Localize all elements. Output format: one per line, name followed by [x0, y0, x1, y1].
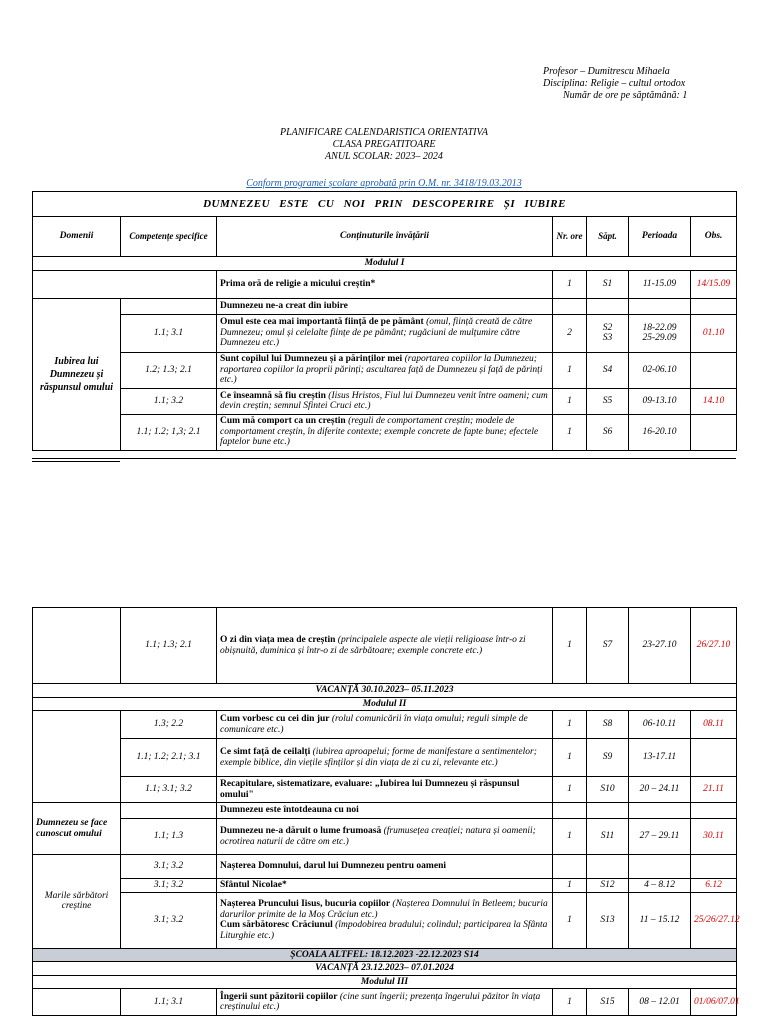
row-italic: (raportarea copiilor la Dumnezeu; raportarea copiilor la proprii părinți; ascultarea față de Dumnezeu și față de părinți etc.): [220, 354, 543, 386]
unit-banner: DUMNEZEU ESTE CU NOI PRIN DESCOPERIRE ȘI IUBIRE: [33, 192, 737, 217]
table-row: [33, 388, 737, 414]
row-bold: O zi din viața mea de creștin: [220, 635, 336, 645]
row-content: [217, 777, 553, 803]
row-period: 11-15.09: [629, 270, 691, 298]
row-obs: 21.11: [691, 777, 737, 803]
row-period: 08 – 12.01: [629, 989, 691, 1016]
row-comp: 1.1; 1.3: [121, 819, 217, 855]
row-comp: 1.2; 1.3; 2.1: [121, 352, 217, 388]
table-row: [33, 989, 737, 1016]
row-content: [217, 314, 553, 352]
row-bold: Cum mă comport ca un creștin: [220, 416, 346, 427]
row-italic: (iubirea aproapelui; forme de manifestare a sentimentelor; exemple biblice, din viețile sfinților și din viața de zi cu zi, relevante etc.): [220, 747, 537, 768]
row-week: S11: [587, 819, 629, 855]
row-bold: Ce înseamnă să fiu creștin: [220, 390, 326, 401]
planning-table-page-1: [32, 191, 737, 451]
table-row: [33, 711, 737, 739]
row-comp: 3.1; 3.2: [121, 879, 217, 893]
row-hours: 1: [553, 711, 587, 739]
row-hours: 1: [553, 989, 587, 1016]
row-comp: 3.1; 3.2: [121, 855, 217, 879]
row-bold: Cum vorbesc cu cei din jur: [220, 714, 330, 724]
row-hours: 1: [553, 879, 587, 893]
row-obs: 6.12: [691, 879, 737, 893]
row-hours: 1: [553, 739, 587, 777]
row-italic: (Iisus Hristos, Fiul lui Dumnezeu venit între oameni; cum devin creștin; semnul Sfintei Cruci etc.): [220, 390, 548, 411]
col-perioada: Perioada: [629, 217, 691, 257]
row-week: S2 S3: [587, 314, 629, 352]
table-row: [33, 314, 737, 352]
row-period: 02-06.10: [629, 352, 691, 388]
row-comp: 3.1; 3.2: [121, 892, 217, 948]
row-comp: 1.1; 3.1; 3.2: [121, 777, 217, 803]
row-week: S6: [587, 414, 629, 450]
col-domenii: Domenii: [33, 217, 121, 257]
col-continuturi: Conținuturile învățării: [217, 217, 553, 257]
row-hours: 1: [553, 819, 587, 855]
domain-label: Marile sărbători creștine: [33, 855, 121, 949]
module-label: Modulul III: [33, 975, 737, 989]
row-obs: 14.10: [691, 388, 737, 414]
row-bold: Îngerii sunt păzitorii copiilor: [220, 991, 338, 1002]
table-row: [33, 270, 737, 298]
row-period: 09-13.10: [629, 388, 691, 414]
col-sapt: Săpt.: [587, 217, 629, 257]
row-content: [217, 414, 553, 450]
vacation-label: VACANȚĂ 30.10.2023– 05.11.2023: [33, 684, 737, 698]
row-obs: 25/26/27.12: [691, 892, 737, 948]
row-period: 11 – 15.12: [629, 892, 691, 948]
row-content: [217, 739, 553, 777]
row-content: [217, 352, 553, 388]
table-bottom-rule: [120, 458, 736, 460]
row-content: Sfântul Nicolae*: [217, 879, 553, 893]
row-italic: (omul, ființă creată de către Dumnezeu; omul și celelalte ființe de pe pământ; rugăciuni de mulțumire către Dumnezeu etc.): [220, 317, 533, 349]
domain-label: Dumnezeu se face cunoscut omului: [33, 803, 121, 855]
row-week: S15: [587, 989, 629, 1016]
row-content: [217, 388, 553, 414]
row-week: S5: [587, 388, 629, 414]
table-row: [33, 414, 737, 450]
row-comp: 1.1; 3.1: [121, 989, 217, 1016]
row-content: [217, 819, 553, 855]
row-period: 4 – 8.12: [629, 879, 691, 893]
row-week: S12: [587, 879, 629, 893]
vacation-label: VACANȚĂ 23.12.2023– 07.01.2024: [33, 962, 737, 976]
program-link[interactable]: Conform programei școlare aprobată prin O.M. nr. 3418/19.03.2013: [246, 178, 522, 189]
row-obs: [691, 739, 737, 777]
row-week: S1: [587, 270, 629, 298]
row-period: 18-22.09 25-29.09: [629, 314, 691, 352]
row-comp: 1.1; 3.1: [121, 314, 217, 352]
row-italic: (principalele aspecte ale vieții religioase într-o zi obișnuită, duminica și într-o zi de sărbătoare; exemple concrete etc.): [220, 635, 526, 656]
row-italic: (frumusețea creației; natura și oamenii; ocrotirea naturii de către om etc.): [220, 826, 536, 847]
document-title: [0, 127, 768, 163]
hours-line: Număr de ore pe săptămână: 1: [563, 90, 688, 101]
table-row: [33, 777, 737, 803]
row-content: [217, 989, 553, 1016]
row-week: S13: [587, 892, 629, 948]
row-hours: 1: [553, 414, 587, 450]
domain-label: Iubirea lui Dumnezeu și răspunsul omului: [33, 298, 121, 450]
row-comp: 1.1; 1.2; 2.1; 3.1: [121, 739, 217, 777]
row-bold: Omul este cea mai importantă ființă de pe pământ: [220, 317, 424, 328]
table-row: [33, 739, 737, 777]
row-hours: 1: [553, 352, 587, 388]
unit-subtitle: Nașterea Domnului, darul lui Dumnezeu pentru oameni: [217, 855, 553, 879]
unit-subtitle: Dumnezeu ne-a creat din iubire: [217, 298, 553, 314]
unit-subtitle: Dumnezeu este întotdeauna cu noi: [217, 803, 553, 819]
row-period: 23-27.10: [629, 608, 691, 684]
row-week: S9: [587, 739, 629, 777]
row-bold: Sunt copilul lui Dumnezeu și a părinților mei: [220, 354, 403, 365]
row-hours: 2: [553, 314, 587, 352]
row-hours: 1: [553, 270, 587, 298]
double-rule: [32, 458, 120, 462]
row-obs: 01.10: [691, 314, 737, 352]
col-nr-ore: Nr. ore: [553, 217, 587, 257]
table-header-row: [33, 217, 737, 257]
row-comp: 1.3; 2.2: [121, 711, 217, 739]
table-row: [33, 352, 737, 388]
professor-line: Profesor – Dumitrescu Mihaela: [543, 66, 670, 77]
row-bold: Recapitulare, sistematizare, evaluare: „Iubirea lui Dumnezeu și răspunsul omului": [220, 779, 520, 800]
row-obs: 01/06/07.01: [691, 989, 737, 1016]
table-row: [33, 879, 737, 893]
row-week: S8: [587, 711, 629, 739]
table-row: [33, 608, 737, 684]
discipline-line: Disciplina: Religie – cultul ortodox: [543, 78, 686, 89]
row-italic: (cine sunt îngerii; prezența îngerului păzitor în viața creștinului etc.): [220, 991, 541, 1012]
row-hours: 1: [553, 608, 587, 684]
col-obs: Obs.: [691, 217, 737, 257]
row-hours: 1: [553, 777, 587, 803]
row-hours: 1: [553, 892, 587, 948]
row-week: S10: [587, 777, 629, 803]
row-comp: 1.1; 1.3; 2.1: [121, 608, 217, 684]
row-obs: [691, 414, 737, 450]
row-obs: 26/27.10: [691, 608, 737, 684]
row-period: 16-20.10: [629, 414, 691, 450]
row-content: [217, 892, 553, 948]
row-period: 20 – 24.11: [629, 777, 691, 803]
row-week: S4: [587, 352, 629, 388]
row-obs: 08.11: [691, 711, 737, 739]
row-content: [217, 608, 553, 684]
row-period: 06-10.11: [629, 711, 691, 739]
table-row: [33, 819, 737, 855]
row-obs: 14/15.09: [691, 270, 737, 298]
row-period: 27 – 29.11: [629, 819, 691, 855]
title-line-1: PLANIFICARE CALENDARISTICA ORIENTATIVA: [280, 127, 488, 138]
row-italic: (împodobirea bradului; colindul; participarea la Sfânta Liturghie etc.): [220, 920, 548, 941]
title-line-3: ANUL SCOLAR: 2023– 2024: [325, 151, 443, 162]
row-period: 13-17.11: [629, 739, 691, 777]
row-obs: [691, 352, 737, 388]
row-comp: 1.1; 1.2; 1,3; 2.1: [121, 414, 217, 450]
module-label: Modulul I: [33, 257, 737, 271]
row-bold: Dumnezeu ne-a dăruit o lume frumoasă: [220, 826, 382, 836]
module-label: Modulul II: [33, 697, 737, 711]
row-bold: Cum sărbătoresc Crăciunul: [220, 920, 333, 930]
title-line-2: CLASA PREGATITOARE: [332, 139, 436, 150]
col-competente: Competențe specifice: [121, 217, 217, 257]
row-week: S7: [587, 608, 629, 684]
scoala-altfel-label: ȘCOALA ALTFEL: 18.12.2023 -22.12.2023 S14: [33, 948, 737, 962]
row-comp: 1.1; 3.2: [121, 388, 217, 414]
row-content: Prima oră de religie a micului creștin*: [217, 270, 553, 298]
table-row: [33, 892, 737, 948]
row-content: [217, 711, 553, 739]
row-hours: 1: [553, 388, 587, 414]
row-italic: (rolul comunicării în viața omului; reguli simple de comunicare etc.): [220, 714, 528, 735]
row-obs: 30.11: [691, 819, 737, 855]
row-bold: Nașterea Pruncului Iisus, bucuria copiilor: [220, 899, 391, 909]
teacher-info: [543, 66, 687, 102]
row-bold: Ce simt față de ceilalți: [220, 747, 311, 757]
planning-table-page-2: [32, 607, 740, 1016]
row-italic: (reguli de comportament creștin; modele de comportament creștin, în diferite contexte; exemple concrete de fapte bune; efectele faptelor bune etc.): [220, 416, 539, 448]
row-italic: (Nașterea Domnului în Betleem; bucuria darurilor primite de la Moș Crăciun etc.): [220, 899, 548, 920]
